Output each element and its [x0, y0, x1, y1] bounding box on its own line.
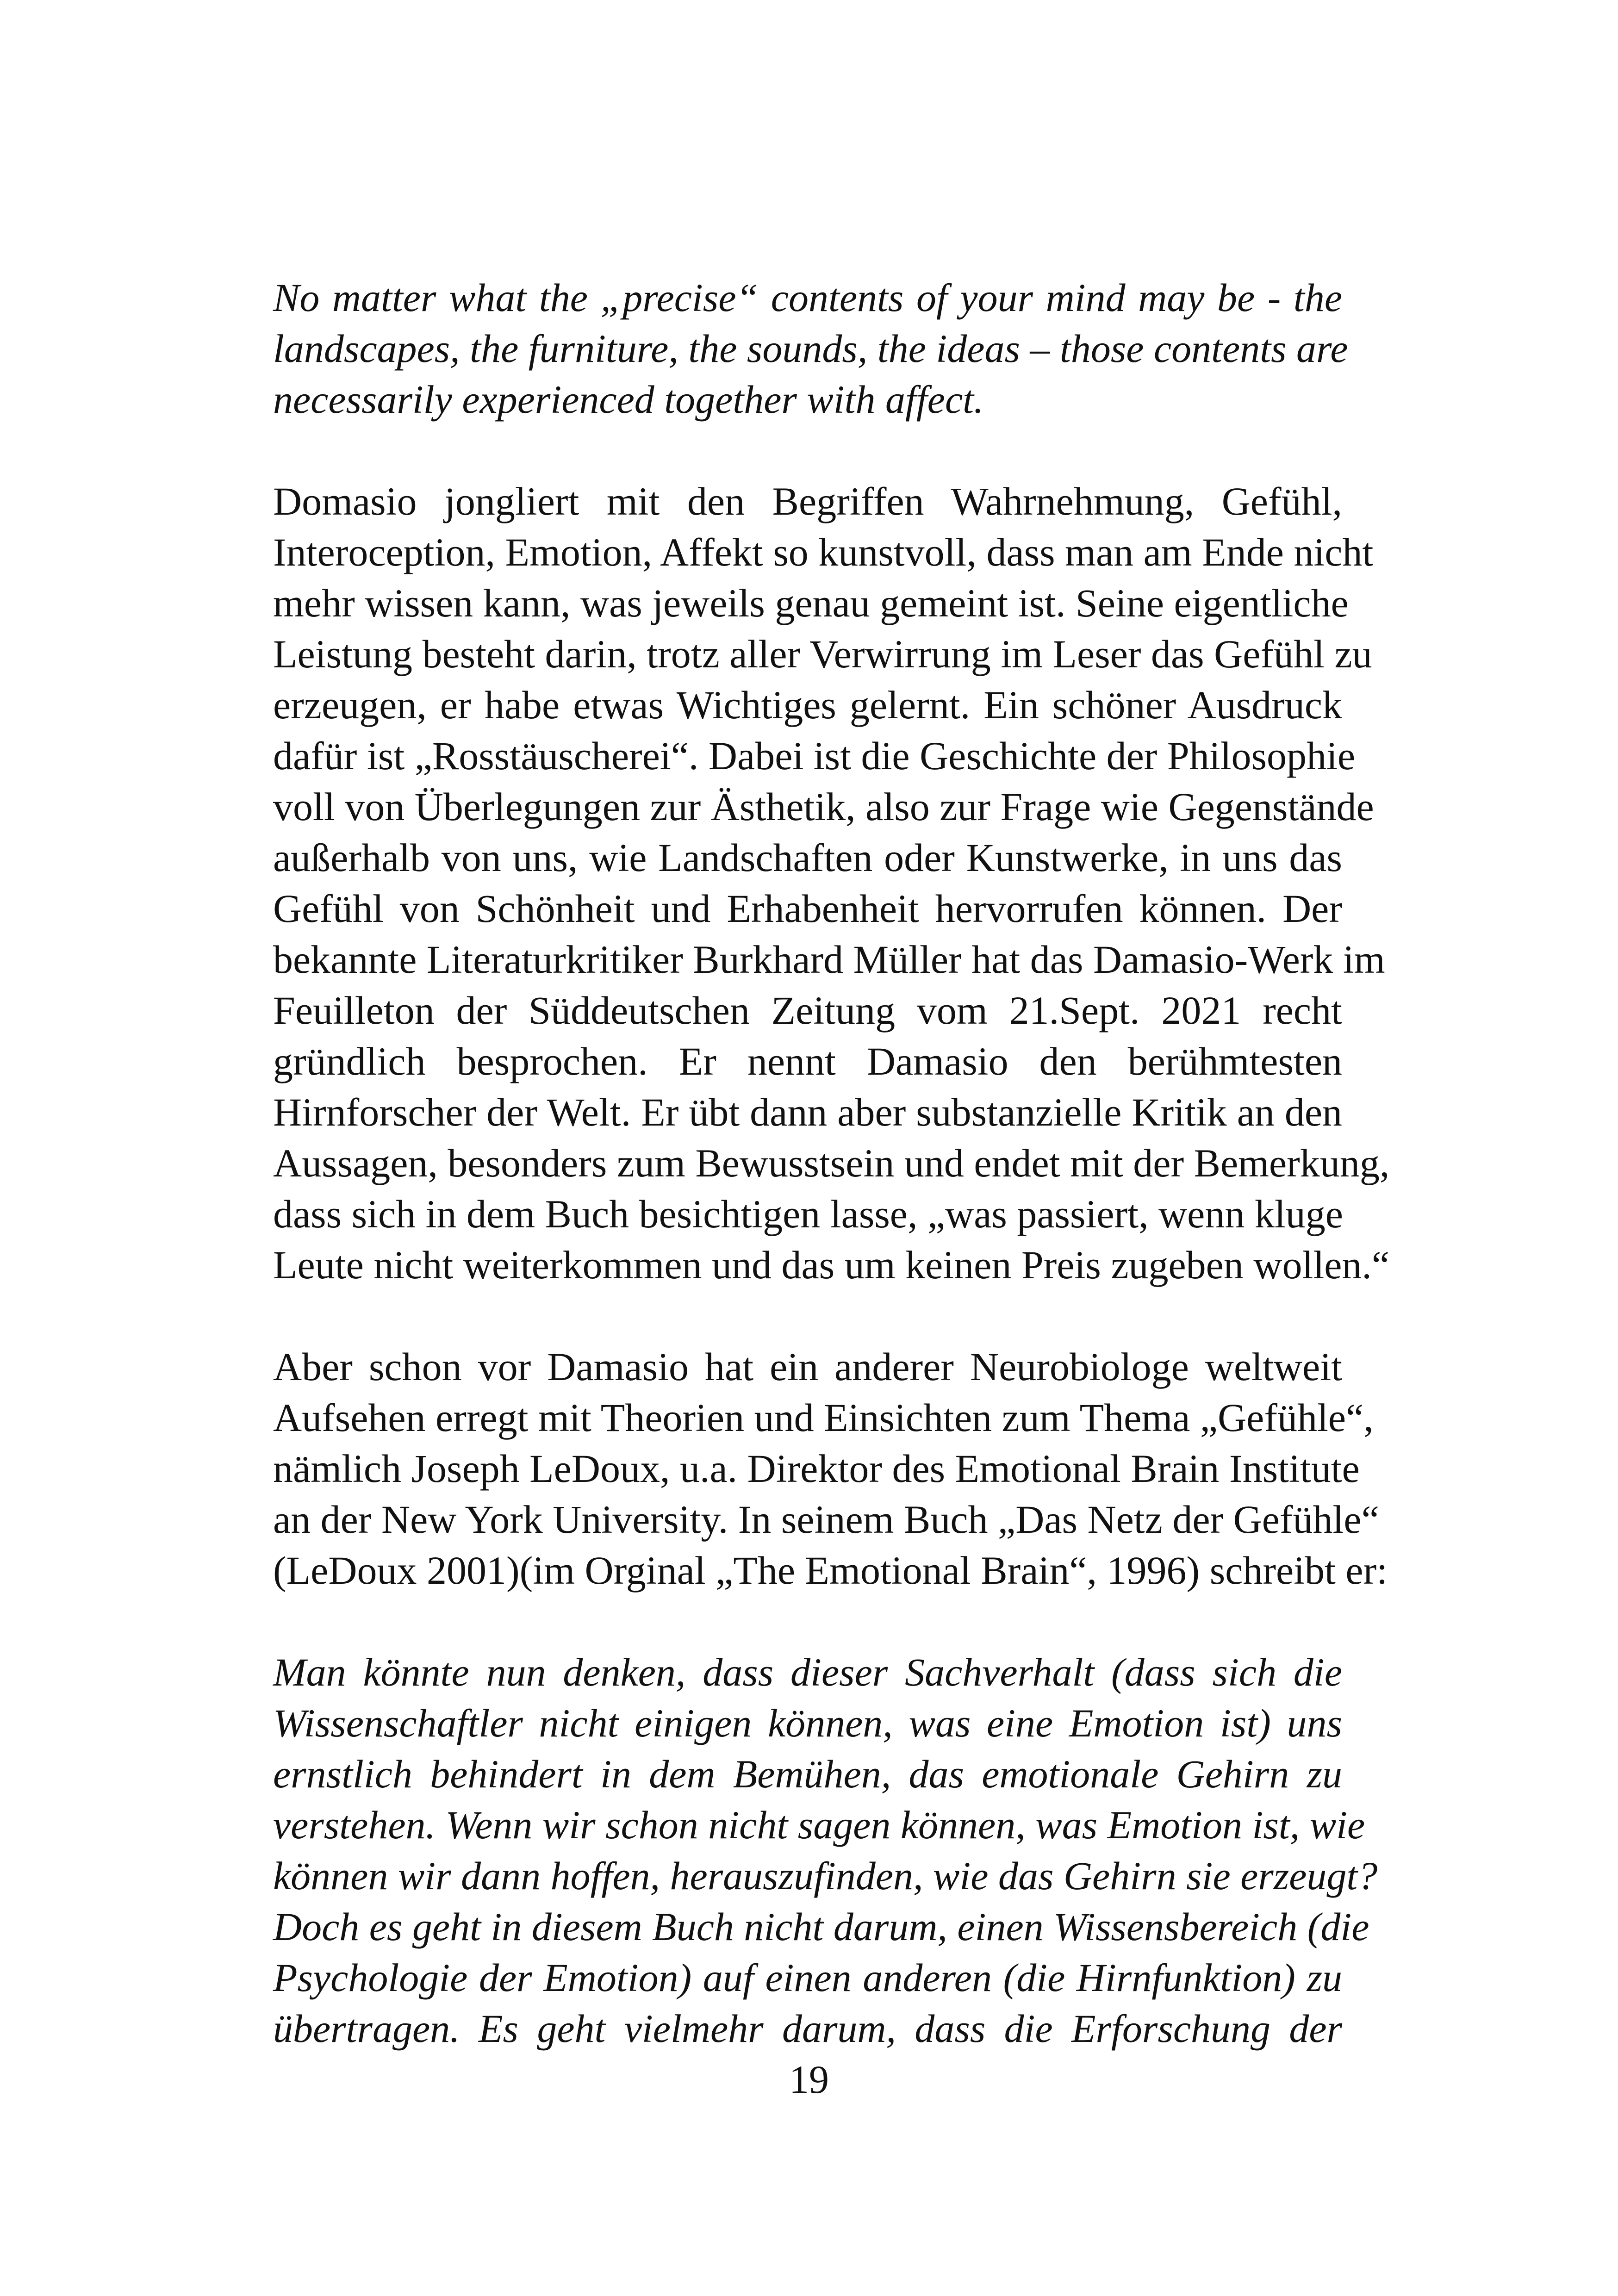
- text-line: Aber schon vor Damasio hat ein anderer Neurobiologe weltweit: [273, 1344, 1342, 1389]
- text-line: können wir dann hoffen, herauszufinden, wie das Gehirn sie erzeugt?: [273, 1854, 1378, 1898]
- text-line: landscapes, the furniture, the sounds, the ideas – those contents are: [273, 326, 1348, 371]
- text-line: Leute nicht weiterkommen und das um keinen Preis zugeben wollen.“: [273, 1243, 1390, 1287]
- text-line: No matter what the „precise“ contents of your mind may be - the: [273, 275, 1342, 320]
- text-line: gründlich besprochen. Er nennt Damasio den berühmtesten: [273, 1039, 1342, 1083]
- text-line: voll von Überlegungen zur Ästhetik, also zur Frage wie Gegenstände: [273, 784, 1374, 829]
- text-line: Hirnforscher der Welt. Er übt dann aber substanzielle Kritik an den: [273, 1090, 1342, 1134]
- text-line: Feuilleton der Süddeutschen Zeitung vom 21.Sept. 2021 recht: [273, 988, 1342, 1033]
- paragraph-damasio: [273, 476, 1390, 1290]
- page-number: 19: [789, 2057, 829, 2102]
- text-line: Doch es geht in diesem Buch nicht darum, einen Wissensbereich (die: [273, 1904, 1369, 1949]
- text-line: Wissenschaftler nicht einigen können, was eine Emotion ist) uns: [273, 1701, 1342, 1745]
- text-line: Domasio jongliert mit den Begriffen Wahrnehmung, Gefühl,: [273, 479, 1342, 523]
- text-line: nämlich Joseph LeDoux, u.a. Direktor des Emotional Brain Institute: [273, 1446, 1360, 1491]
- text-line: Leistung besteht darin, trotz aller Verwirrung im Leser das Gefühl zu: [273, 632, 1372, 676]
- text-line: Aussagen, besonders zum Bewusstsein und endet mit der Bemerkung,: [273, 1141, 1390, 1185]
- text-line: ernstlich behindert in dem Bemühen, das emotionale Gehirn zu: [273, 1752, 1342, 1796]
- text-line: Man könnte nun denken, dass dieser Sachverhalt (dass sich die: [273, 1650, 1342, 1694]
- text-line: außerhalb von uns, wie Landschaften oder Kunstwerke, in uns das: [273, 835, 1342, 880]
- paragraph-ledoux: [273, 1341, 1388, 1596]
- text-line: dass sich in dem Buch besichtigen lasse, „was passiert, wenn kluge: [273, 1192, 1343, 1236]
- quote-affect: [273, 272, 1348, 425]
- text-line: übertragen. Es geht vielmehr darum, dass die Erforschung der: [273, 2006, 1342, 2051]
- text-line: necessarily experienced together with affect.: [273, 377, 984, 422]
- text-line: Interoception, Emotion, Affekt so kunstvoll, dass man am Ende nicht: [273, 530, 1374, 574]
- text-line: dafür ist „Rosstäuscherei“. Dabei ist die Geschichte der Philosophie: [273, 734, 1356, 778]
- text-line: (LeDoux 2001)(im Orginal „The Emotional Brain“, 1996) schreibt er:: [273, 1548, 1388, 1593]
- text-line: Gefühl von Schönheit und Erhabenheit hervorrufen können. Der: [273, 886, 1342, 931]
- text-line: erzeugen, er habe etwas Wichtiges gelernt. Ein schöner Ausdruck: [273, 683, 1342, 727]
- quote-ledoux: [273, 1647, 1378, 2054]
- text-line: Aufsehen erregt mit Theorien und Einsichten zum Thema „Gefühle“,: [273, 1395, 1374, 1440]
- text-line: mehr wissen kann, was jeweils genau gemeint ist. Seine eigentliche: [273, 581, 1349, 625]
- text-line: bekannte Literaturkritiker Burkhard Müller hat das Damasio-Werk im: [273, 937, 1385, 982]
- text-line: Psychologie der Emotion) auf einen anderen (die Hirnfunktion) zu: [273, 1955, 1342, 2000]
- text-line: verstehen. Wenn wir schon nicht sagen können, was Emotion ist, wie: [273, 1803, 1365, 1847]
- text-line: an der New York University. In seinem Buch „Das Netz der Gefühle“: [273, 1497, 1379, 1542]
